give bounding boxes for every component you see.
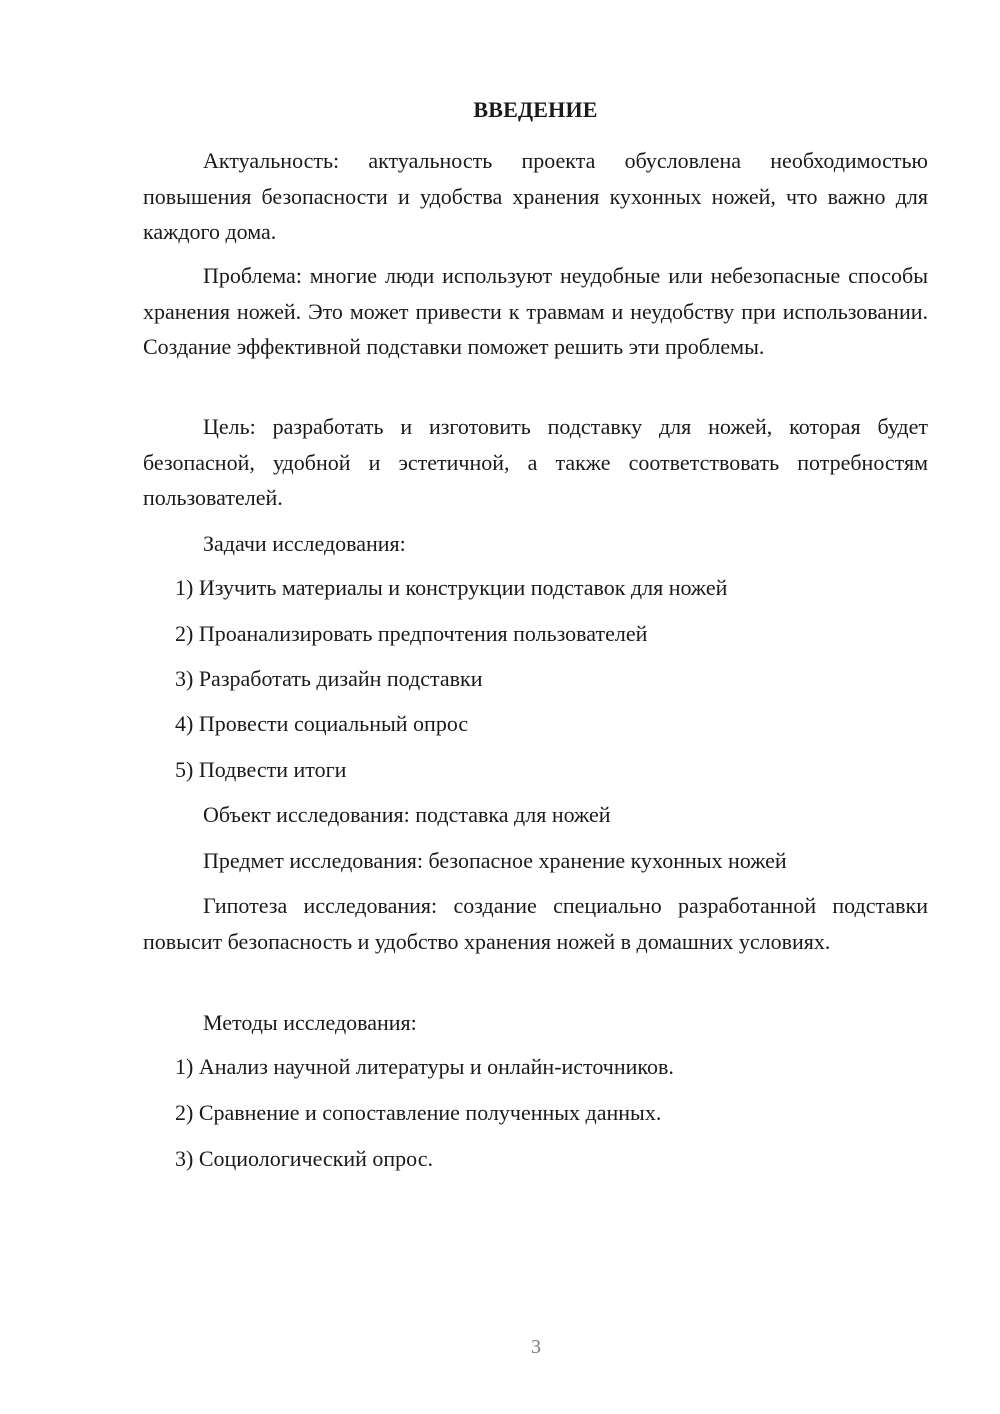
page-title: ВВЕДЕНИЕ: [473, 97, 598, 122]
research-subject: Предмет исследования: безопасное хранение кухонных ножей: [203, 848, 787, 873]
task-item: 1) Изучить материалы и конструкции подставок для ножей: [175, 575, 728, 600]
task-item: 5) Подвести итоги: [175, 757, 347, 782]
page-number: 3: [531, 1336, 541, 1358]
task-item: 2) Проанализировать предпочтения пользователей: [175, 621, 648, 646]
methods-heading: Методы исследования:: [203, 1010, 417, 1035]
research-object: Объект исследования: подставка для ножей: [203, 802, 611, 827]
tasks-heading: Задачи исследования:: [203, 531, 406, 556]
task-item: 4) Провести социальный опрос: [175, 711, 469, 736]
paragraph-goal: Цель: разработать и изготовить подставку для ножей, которая будет безопасной, удобной и эстетичной, а также соответствовать потребностям пользователей.: [143, 414, 928, 510]
method-item: 3) Социологический опрос.: [175, 1146, 433, 1171]
paragraph-problem: Проблема: многие люди используют неудобные или небезопасные способы хранения ножей. Это может привести к травмам и неудобству при использовании. Создание эффективной подставки поможет решить эти проблемы.: [143, 263, 928, 359]
method-item: 1) Анализ научной литературы и онлайн-источников.: [175, 1054, 674, 1079]
method-item: 2) Сравнение и сопоставление полученных данных.: [175, 1100, 662, 1125]
paragraph-relevance: Актуальность: актуальность проекта обусловлена необходимостью повышения безопасности и удобства хранения кухонных ножей, что важно для каждого дома.: [143, 148, 928, 244]
task-item: 3) Разработать дизайн подставки: [175, 666, 483, 691]
paragraph-hypothesis: Гипотеза исследования: создание специально разработанной подставки повысит безопасность и удобство хранения ножей в домашних условиях.: [143, 893, 928, 954]
